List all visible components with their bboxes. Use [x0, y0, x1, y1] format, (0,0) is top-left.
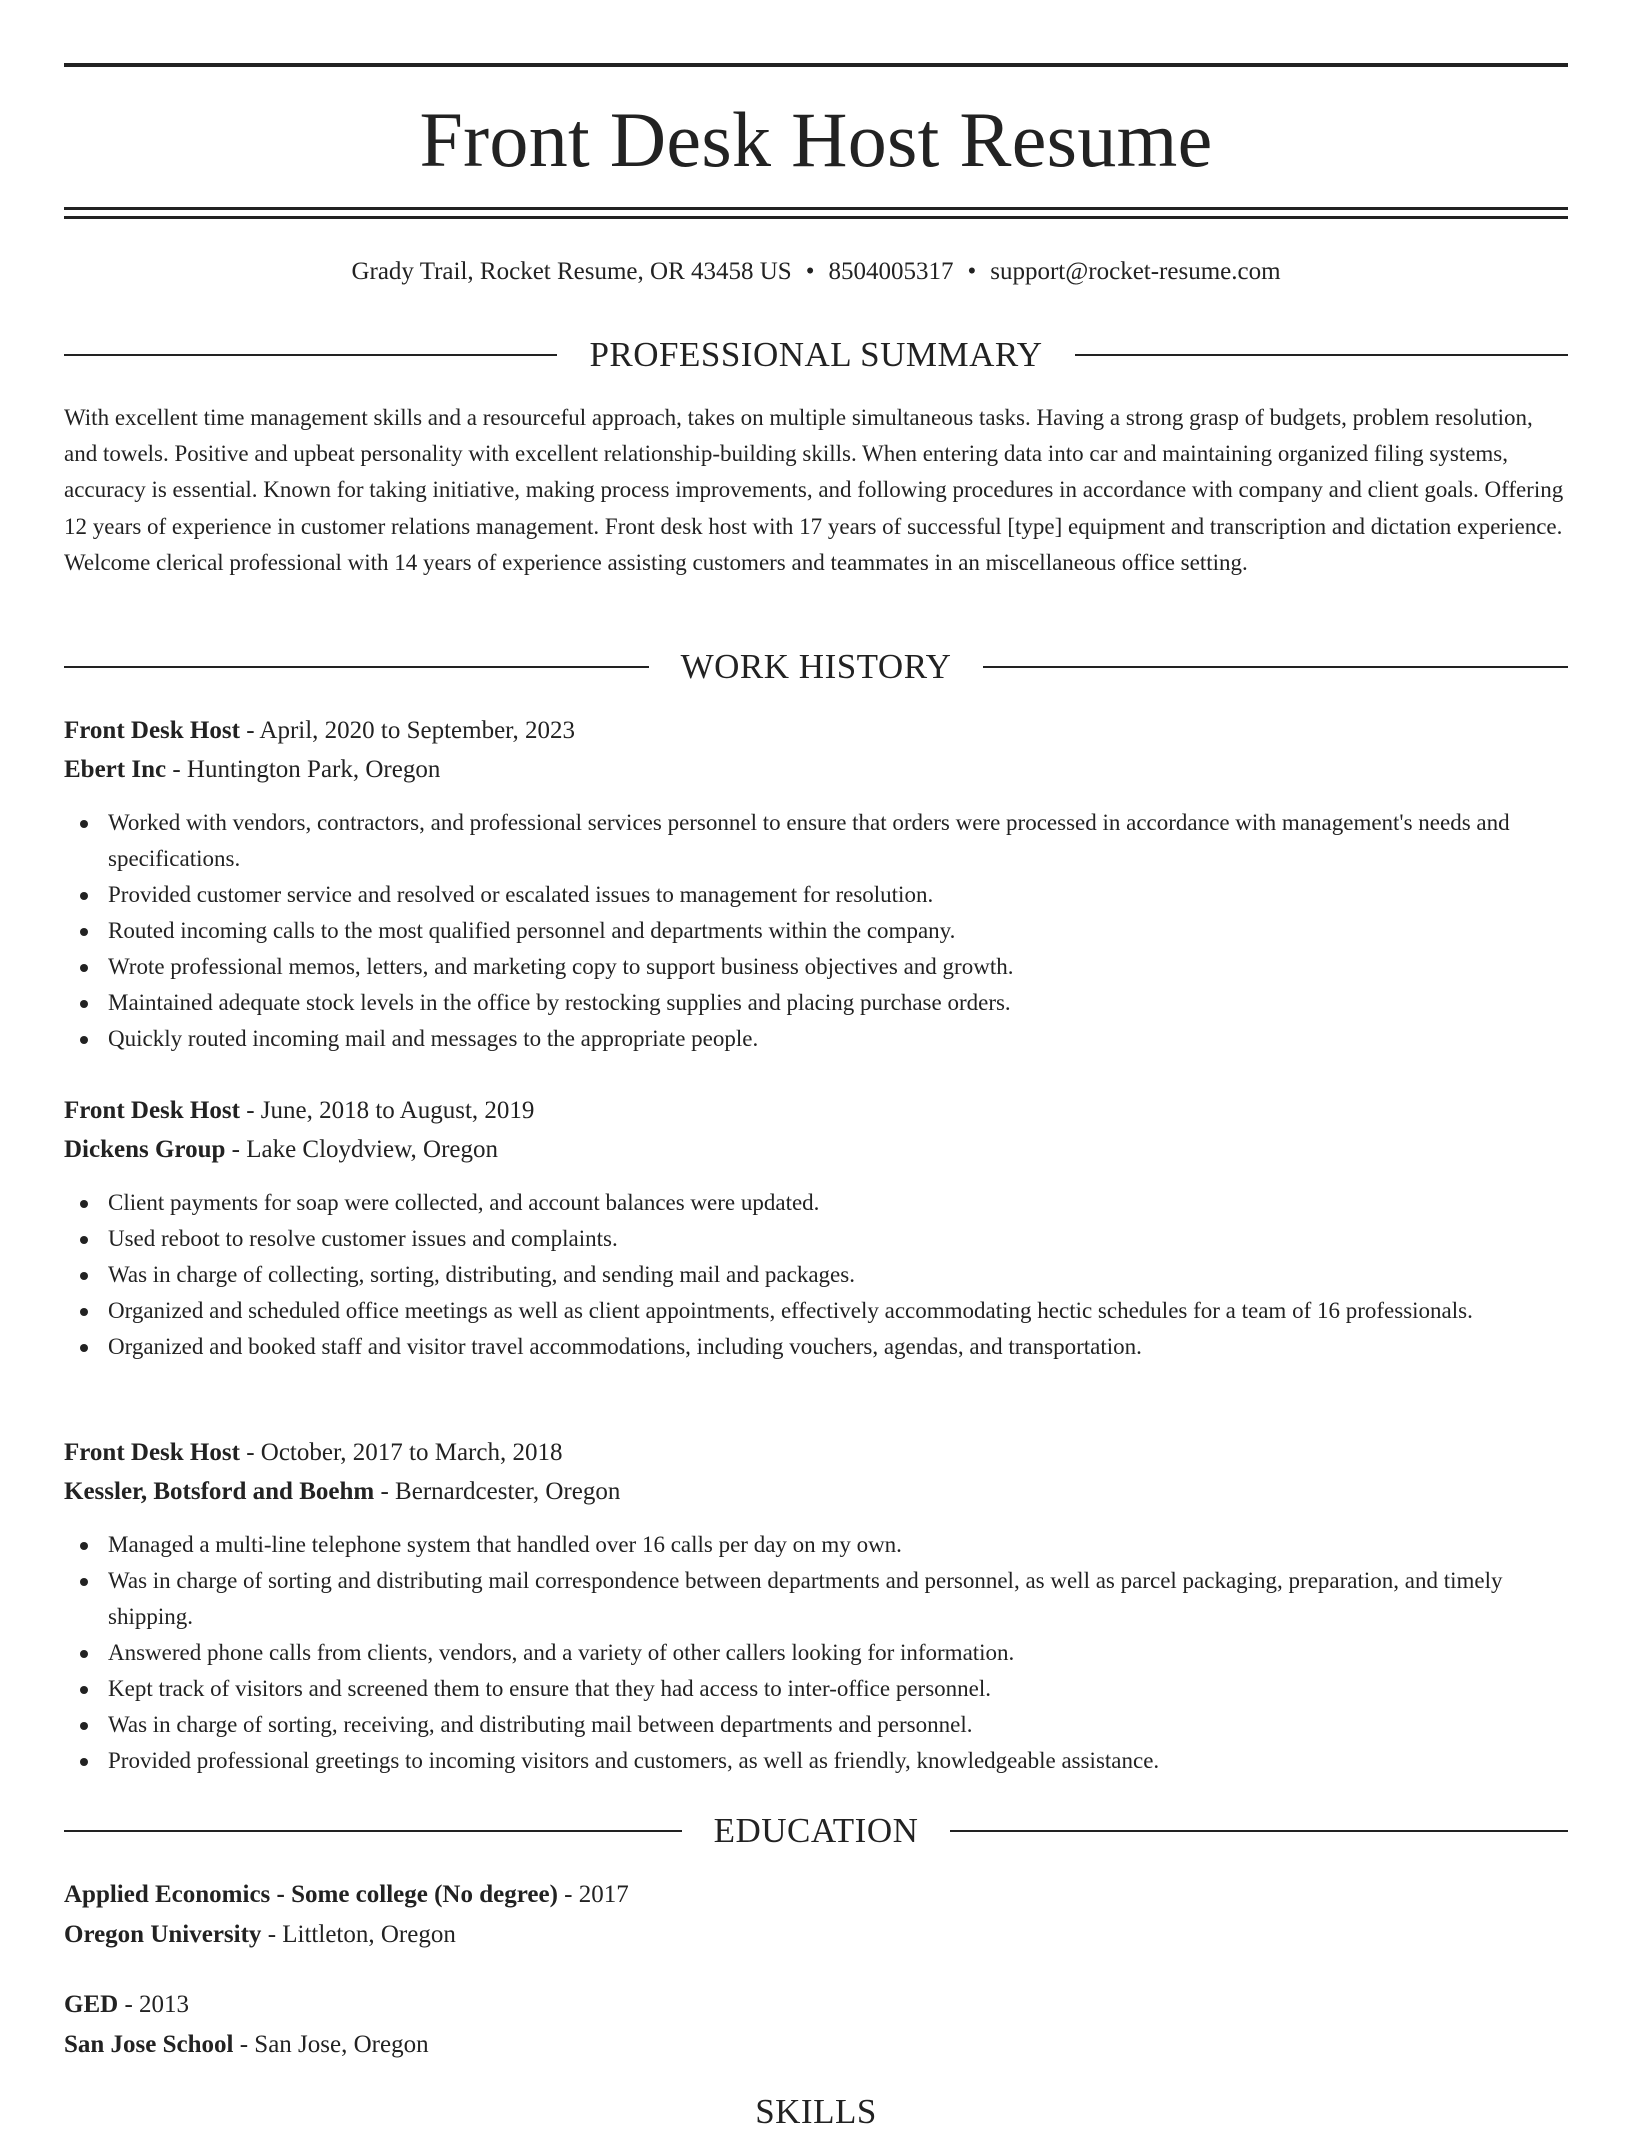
job-bullet: Organized and booked staff and visitor travel accommodations, including vouchers, agendas, and transportation.	[64, 1329, 1568, 1365]
job-company-line	[64, 1131, 1568, 1169]
education-heading-label: EDUCATION	[713, 1811, 919, 1850]
job-bullet: Managed a multi-line telephone system that handled over 16 calls per day on my own.	[64, 1527, 1568, 1563]
education-degree: GED	[64, 1991, 119, 2018]
contact-line	[64, 254, 1568, 290]
job-title: Front Desk Host	[64, 717, 240, 744]
education-degree-line	[64, 1986, 1568, 2024]
job-dates: - October, 2017 to March, 2018	[239, 1439, 563, 1466]
job-bullet: Used reboot to resolve customer issues and complaints.	[64, 1221, 1568, 1257]
contact-email: support@rocket-resume.com	[990, 258, 1281, 285]
job-bullet: Worked with vendors, contractors, and professional services personnel to ensure that orders were processed in accordance with management's needs and specifications.	[64, 805, 1568, 877]
job-bullet: Was in charge of sorting and distributing mail correspondence between departments and personnel, as well as parcel packaging, preparation, and timely shipping.	[64, 1563, 1568, 1635]
education-year: - 2017	[557, 1881, 629, 1908]
heading-rule-left	[64, 666, 649, 668]
contact-phone: 8504005317	[828, 258, 954, 285]
top-rule	[64, 63, 1568, 67]
job-title-line	[64, 712, 1568, 750]
heading-rule-right	[950, 1830, 1568, 1832]
contact-address: Grady Trail, Rocket Resume, OR 43458 US	[351, 258, 792, 285]
job-dates: - April, 2020 to September, 2023	[239, 717, 576, 744]
job-title: Front Desk Host	[64, 1097, 240, 1124]
education-school-line	[64, 2026, 1568, 2064]
job-bullet: Routed incoming calls to the most qualified personnel and departments within the company.	[64, 913, 1568, 949]
job-title-line	[64, 1434, 1568, 1472]
heading-rule-right	[983, 666, 1568, 668]
job-location: - Lake Cloydview, Oregon	[225, 1136, 498, 1163]
job-dates: - June, 2018 to August, 2019	[239, 1097, 535, 1124]
heading-rule-left	[64, 354, 557, 356]
job-bullet: Kept track of visitors and screened them to ensure that they had access to inter-office personnel.	[64, 1671, 1568, 1707]
job-bullet: Quickly routed incoming mail and messages to the appropriate people.	[64, 1021, 1568, 1057]
title-rule-lower	[64, 216, 1568, 219]
job-bullet: Was in charge of sorting, receiving, and distributing mail between departments and personnel.	[64, 1707, 1568, 1743]
education-location: - Littleton, Oregon	[261, 1921, 456, 1948]
education-school-line	[64, 1916, 1568, 1954]
heading-rule-right	[1075, 354, 1568, 356]
job-title: Front Desk Host	[64, 1439, 240, 1466]
job-company: Dickens Group	[64, 1136, 226, 1163]
contact-separator: •	[805, 258, 815, 285]
heading-rule-left	[64, 1830, 682, 1832]
summary-heading	[64, 331, 1568, 379]
job-location: - Huntington Park, Oregon	[166, 756, 441, 783]
job-bullet: Answered phone calls from clients, vendors, and a variety of other callers looking for information.	[64, 1635, 1568, 1671]
job-bullet: Client payments for soap were collected, and account balances were updated.	[64, 1185, 1568, 1221]
contact-separator: •	[967, 258, 977, 285]
summary-heading-label: PROFESSIONAL SUMMARY	[589, 335, 1043, 374]
education-school: Oregon University	[64, 1921, 262, 1948]
job-bullet: Provided professional greetings to incoming visitors and customers, as well as friendly, knowledgeable assistance.	[64, 1743, 1568, 1779]
job-bullets	[64, 1527, 1568, 1779]
job-bullet: Provided customer service and resolved or escalated issues to management for resolution.	[64, 877, 1568, 913]
resume-title: Front Desk Host Resume	[419, 96, 1213, 183]
skills-heading: SKILLS	[755, 2092, 877, 2131]
job-company-line	[64, 751, 1568, 789]
job-bullet: Was in charge of collecting, sorting, distributing, and sending mail and packages.	[64, 1257, 1568, 1293]
job-bullet: Organized and scheduled office meetings as well as client appointments, effectively accommodating hectic schedules for a team of 16 professionals.	[64, 1293, 1568, 1329]
education-year: - 2013	[118, 1991, 190, 2018]
job-company: Ebert Inc	[64, 756, 167, 783]
job-location: - Bernardcester, Oregon	[374, 1478, 621, 1505]
job-bullet: Maintained adequate stock levels in the office by restocking supplies and placing purchase orders.	[64, 985, 1568, 1021]
education-school: San Jose School	[64, 2031, 234, 2058]
education-heading	[64, 1807, 1568, 1855]
title-rule-upper	[64, 207, 1568, 210]
education-location: - San Jose, Oregon	[233, 2031, 429, 2058]
summary-text: With excellent time management skills and a resourceful approach, takes on multiple simultaneous tasks. Having a strong grasp of budgets, problem resolution, and towels. Positive and upbeat personality with excellent relationship-building skills. When entering data into car and maintaining organized filing systems, accuracy is essential. Known for taking initiative, making process improvements, and following procedures in accordance with company and client goals. Offering 12 years of experience in customer relations management. Front desk host with 17 years of successful [type] equipment and transcription and dictation experience. Welcome clerical professional with 14 years of experience assisting customers and teammates in an miscellaneous office setting.	[64, 405, 1564, 575]
job-bullet: Wrote professional memos, letters, and marketing copy to support business objectives and growth.	[64, 949, 1568, 985]
job-bullets	[64, 805, 1568, 1057]
job-title-line	[64, 1092, 1568, 1130]
job-company-line	[64, 1473, 1568, 1511]
job-company: Kessler, Botsford and Boehm	[64, 1478, 375, 1505]
education-degree-line	[64, 1876, 1568, 1914]
work-history-heading-label: WORK HISTORY	[680, 647, 952, 686]
education-degree: Applied Economics - Some college (No degree)	[64, 1881, 558, 1908]
work-history-heading	[64, 643, 1568, 691]
job-bullets	[64, 1185, 1568, 1365]
